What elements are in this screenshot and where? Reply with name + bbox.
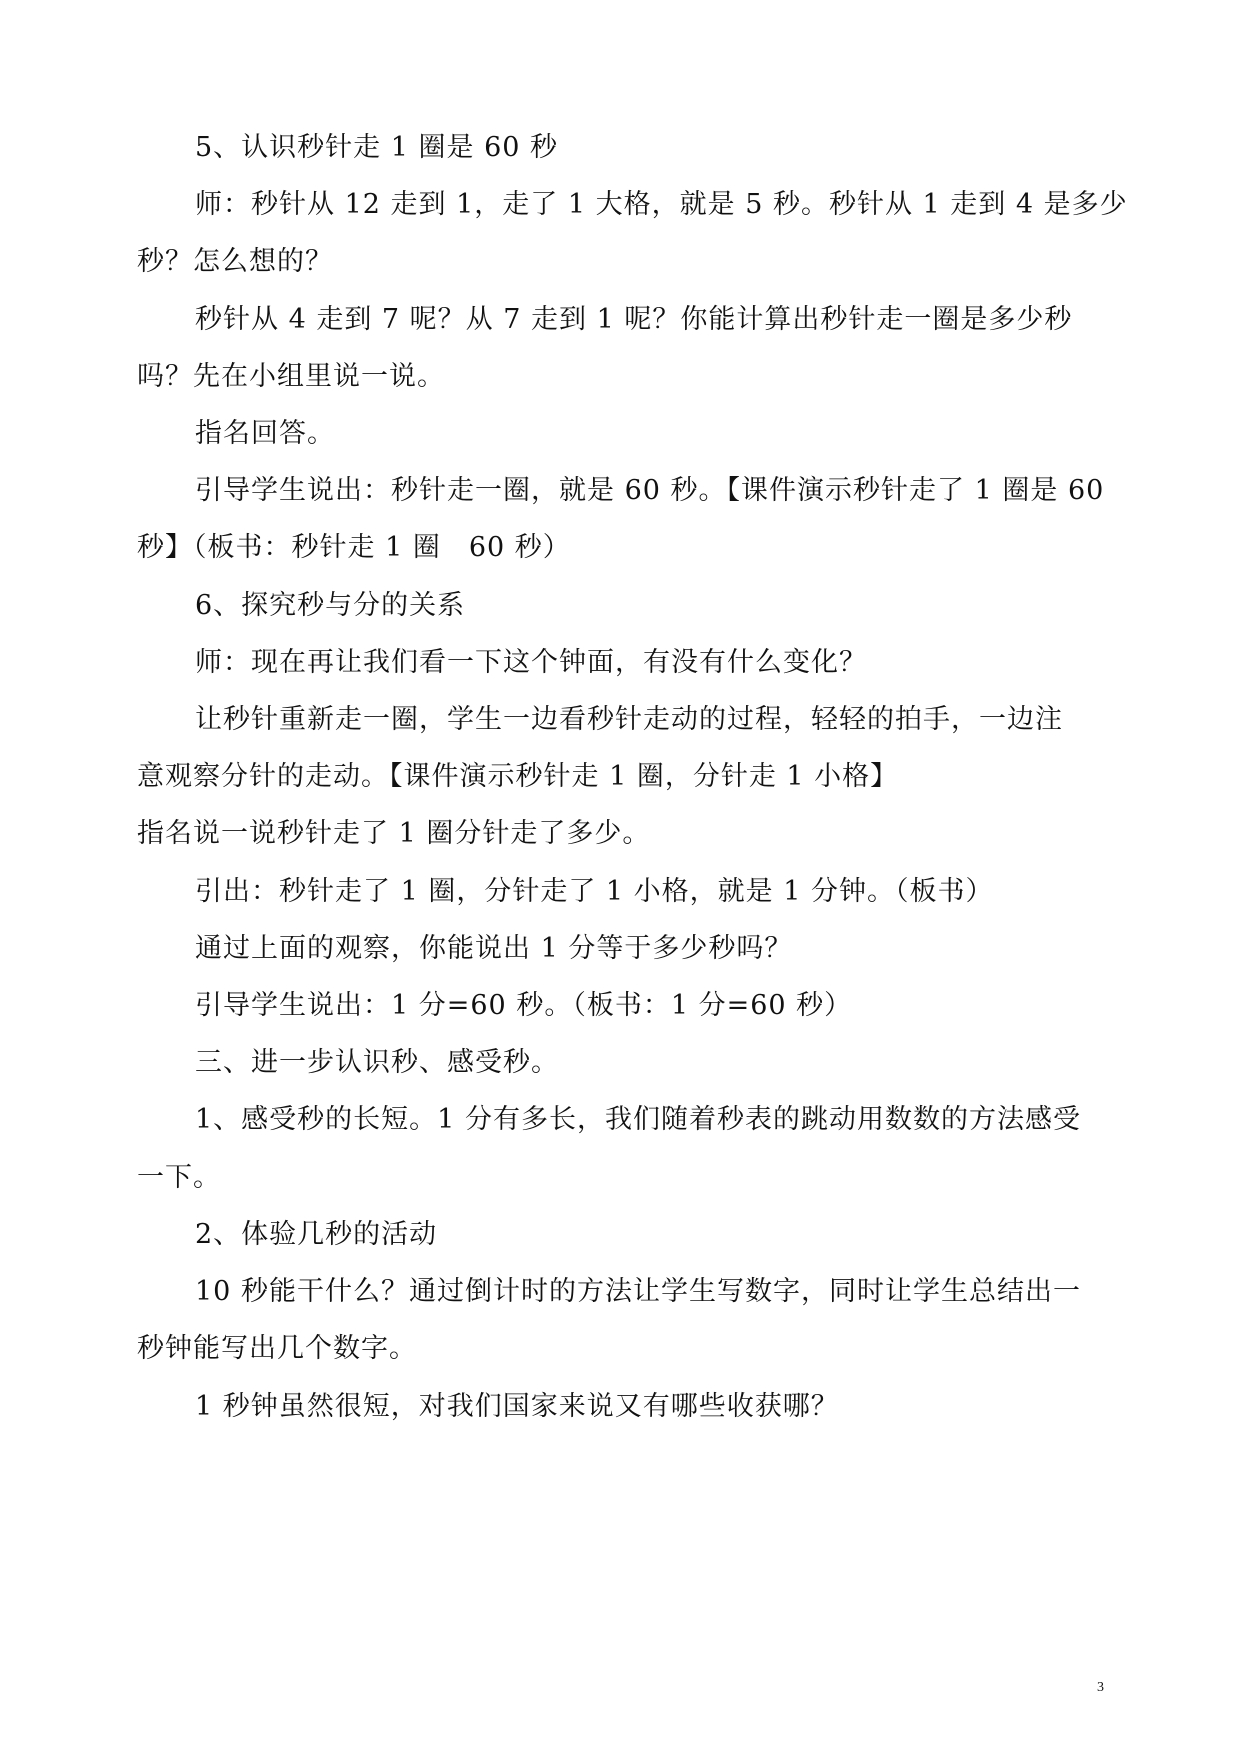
paragraph-line: 10 秒能干什么？通过倒计时的方法让学生写数字，同时让学生总结出一: [195, 1276, 1081, 1307]
paragraph-line: 吗？先在小组里说一说。: [137, 361, 445, 392]
paragraph-line: 师：秒针从 12 走到 1，走了 1 大格，就是 5 秒。秒针从 1 走到 4 是多少: [195, 189, 1128, 220]
paragraph-line: 师：现在再让我们看一下这个钟面，有没有什么变化？: [195, 647, 867, 678]
section-heading-6: 6、探究秒与分的关系: [195, 590, 466, 621]
paragraph-line: 1 秒钟虽然很短，对我们国家来说又有哪些收获哪？: [195, 1391, 839, 1422]
paragraph-line: 一下。: [137, 1162, 221, 1193]
page-number: 3: [1097, 1680, 1104, 1695]
paragraph-line: 秒针从 4 走到 7 呢？从 7 走到 1 呢？你能计算出秒针走一圈是多少秒: [195, 304, 1073, 335]
paragraph-line: 秒？怎么想的？: [137, 246, 333, 277]
paragraph-line: 秒钟能写出几个数字。: [137, 1333, 417, 1364]
paragraph-line: 让秒针重新走一圈，学生一边看秒针走动的过程，轻轻的拍手，一边注: [195, 704, 1063, 735]
paragraph-line: 指名说一说秒针走了 1 圈分针走了多少。: [137, 818, 651, 849]
paragraph-line: 引导学生说出：1 分=60 秒。（板书：1 分=60 秒）: [195, 990, 853, 1021]
section-heading-5: 5、认识秒针走 1 圈是 60 秒: [195, 132, 559, 163]
paragraph-line: 意观察分针的走动。【课件演示秒针走 1 圈，分针走 1 小格】: [137, 761, 899, 792]
section-heading-2: 2、体验几秒的活动: [195, 1219, 438, 1250]
paragraph-line: 引导学生说出：秒针走一圈，就是 60 秒。【课件演示秒针走了 1 圈是 60: [195, 475, 1105, 506]
section-heading-3: 三、进一步认识秒、感受秒。: [195, 1047, 559, 1078]
paragraph-line: 1、感受秒的长短。1 分有多长，我们随着秒表的跳动用数数的方法感受: [195, 1104, 1081, 1135]
paragraph-line: 引出：秒针走了 1 圈，分针走了 1 小格，就是 1 分钟。（板书）: [195, 876, 994, 907]
paragraph-line: 通过上面的观察，你能说出 1 分等于多少秒吗？: [195, 933, 793, 964]
paragraph-line: 秒】（板书：秒针走 1 圈 60 秒）: [137, 532, 571, 563]
paragraph-line: 指名回答。: [195, 418, 335, 449]
